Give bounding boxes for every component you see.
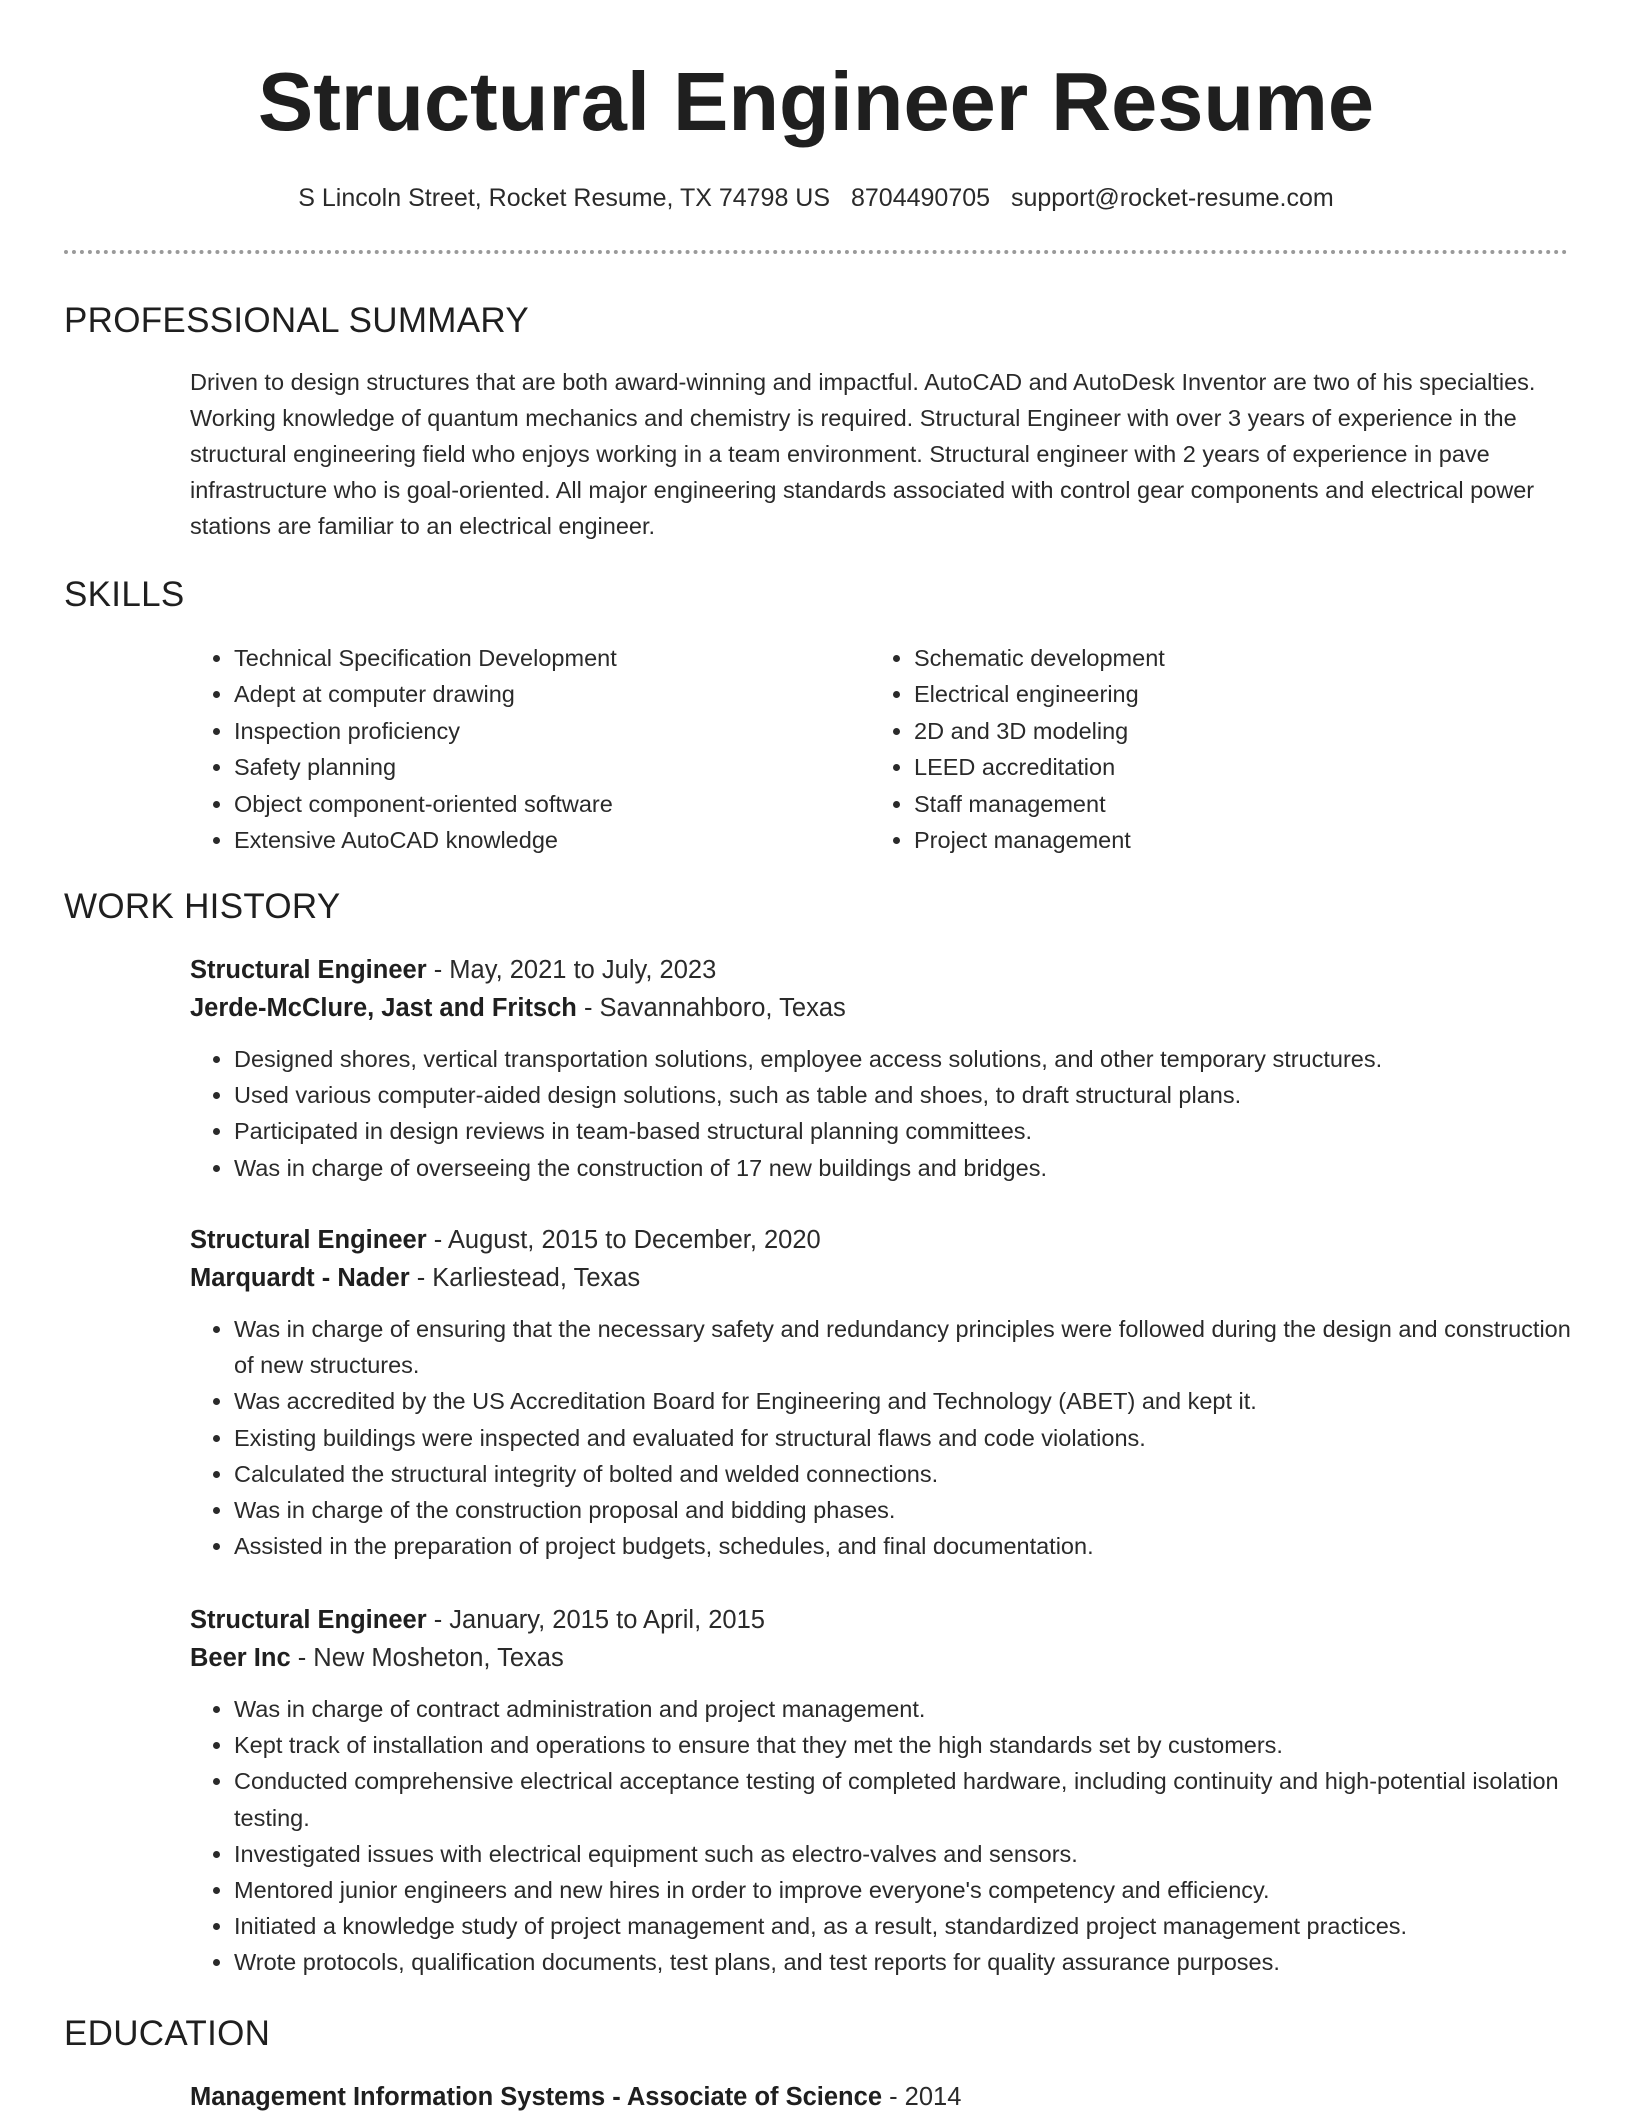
- skill-item: • 2D and 3D modeling: [914, 713, 1514, 749]
- contact-info: [0, 180, 1632, 216]
- skill-item: • Technical Specification Development: [234, 640, 834, 676]
- job-bullet: • Initiated a knowledge study of project management and, as a result, standardized project management practices.: [234, 1908, 1580, 1944]
- job-location: - Karliestead, Texas: [409, 1264, 641, 1292]
- job-company-line: [190, 1259, 1580, 1297]
- job-title-line: [190, 951, 1580, 989]
- job-bullet: • Calculated the structural integrity of bolted and welded connections.: [234, 1456, 1580, 1492]
- job-company: Marquardt - Nader: [190, 1264, 410, 1292]
- job-bullet: • Assisted in the preparation of project budgets, schedules, and final documentation.: [234, 1528, 1580, 1564]
- job-entry: [190, 1601, 1580, 1981]
- job-bullets: [190, 1041, 1580, 1186]
- resume-title: Structural Engineer Resume: [257, 55, 1375, 148]
- job-bullet: • Existing buildings were inspected and evaluated for structural flaws and code violations.: [234, 1420, 1580, 1456]
- job-bullet: • Mentored junior engineers and new hires in order to improve everyone's competency and efficiency.: [234, 1872, 1580, 1908]
- job-dates: - May, 2021 to July, 2023: [426, 956, 717, 984]
- job-company: Jerde-McClure, Jast and Fritsch: [190, 994, 577, 1022]
- job-location: - Savannahboro, Texas: [576, 994, 846, 1022]
- job-entry: [190, 1221, 1580, 1564]
- job-bullets: [190, 1311, 1580, 1564]
- skill-item: • Extensive AutoCAD knowledge: [234, 822, 834, 858]
- job-dates: - August, 2015 to December, 2020: [426, 1226, 821, 1254]
- job-title: Structural Engineer: [190, 1606, 427, 1634]
- job-bullet: • Was in charge of ensuring that the necessary safety and redundancy principles were followed during the design and construction of new structures.: [234, 1311, 1580, 1383]
- job-title-line: [190, 1601, 1580, 1639]
- education-heading: EDUCATION: [64, 2014, 271, 2053]
- skill-item: • Electrical engineering: [914, 676, 1514, 712]
- contact-address: S Lincoln Street, Rocket Resume, TX 74798 US: [298, 184, 831, 212]
- job-bullet: • Wrote protocols, qualification documents, test plans, and test reports for quality assurance purposes.: [234, 1944, 1580, 1980]
- education-entry: [190, 2078, 961, 2116]
- job-bullet: • Was accredited by the US Accreditation Board for Engineering and Technology (ABET) and kept it.: [234, 1383, 1580, 1419]
- job-title-line: [190, 1221, 1580, 1259]
- job-location: - New Mosheton, Texas: [290, 1644, 564, 1672]
- job-bullet: • Was in charge of contract administration and project management.: [234, 1691, 1580, 1727]
- job-bullet: • Investigated issues with electrical equipment such as electro-valves and sensors.: [234, 1836, 1580, 1872]
- job-dates: - January, 2015 to April, 2015: [426, 1606, 765, 1634]
- job-company: Beer Inc: [190, 1644, 291, 1672]
- job-bullet: • Kept track of installation and operations to ensure that they met the high standards set by customers.: [234, 1727, 1580, 1763]
- skill-item: • Inspection proficiency: [234, 713, 834, 749]
- skill-item: • Safety planning: [234, 749, 834, 785]
- job-bullet: • Conducted comprehensive electrical acceptance testing of completed hardware, including continuity and high-potential isolation testing.: [234, 1763, 1580, 1835]
- job-bullets: [190, 1691, 1580, 1981]
- job-bullet: • Participated in design reviews in team-based structural planning committees.: [234, 1113, 1580, 1149]
- job-bullet: • Used various computer-aided design solutions, such as table and shoes, to draft structural plans.: [234, 1077, 1580, 1113]
- skill-item: • LEED accreditation: [914, 749, 1514, 785]
- education-year: - 2014: [882, 2083, 962, 2111]
- job-title: Structural Engineer: [190, 1226, 427, 1254]
- job-entry: [190, 951, 1580, 1186]
- skill-item: • Adept at computer drawing: [234, 676, 834, 712]
- job-bullet: • Designed shores, vertical transportation solutions, employee access solutions, and other temporary structures.: [234, 1041, 1580, 1077]
- skill-item: • Object component-oriented software: [234, 786, 834, 822]
- summary-heading: PROFESSIONAL SUMMARY: [64, 301, 529, 340]
- education-degree: Management Information Systems - Associate of Science: [190, 2083, 882, 2111]
- job-bullet: • Was in charge of overseeing the construction of 17 new buildings and bridges.: [234, 1150, 1580, 1186]
- skill-item: • Project management: [914, 822, 1514, 858]
- job-company-line: [190, 1639, 1580, 1677]
- skills-list-right: [870, 640, 1514, 858]
- job-title: Structural Engineer: [190, 956, 427, 984]
- contact-phone: 8704490705: [851, 184, 991, 212]
- summary-text: Driven to design structures that are both award-winning and impactful. AutoCAD and AutoDesk Inventor are two of his specialties. Working knowledge of quantum mechanics and chemistry is required. Structural Engineer with over 3 years of experience in the structural engineering field who enjoys working in a team environment. Structural engineer with 2 years of experience in pave infrastructure who is goal-oriented. All major engineering standards associated with control gear components and electrical power stations are familiar to an electrical engineer.: [190, 369, 1536, 539]
- skills-list-left: [190, 640, 834, 858]
- skill-item: • Schematic development: [914, 640, 1514, 676]
- skills-heading: SKILLS: [64, 575, 185, 614]
- contact-email: support@rocket-resume.com: [1011, 184, 1334, 212]
- job-company-line: [190, 989, 1580, 1027]
- header-divider: [64, 250, 1568, 254]
- skill-item: • Staff management: [914, 786, 1514, 822]
- work-heading: WORK HISTORY: [64, 887, 341, 926]
- job-bullet: • Was in charge of the construction proposal and bidding phases.: [234, 1492, 1580, 1528]
